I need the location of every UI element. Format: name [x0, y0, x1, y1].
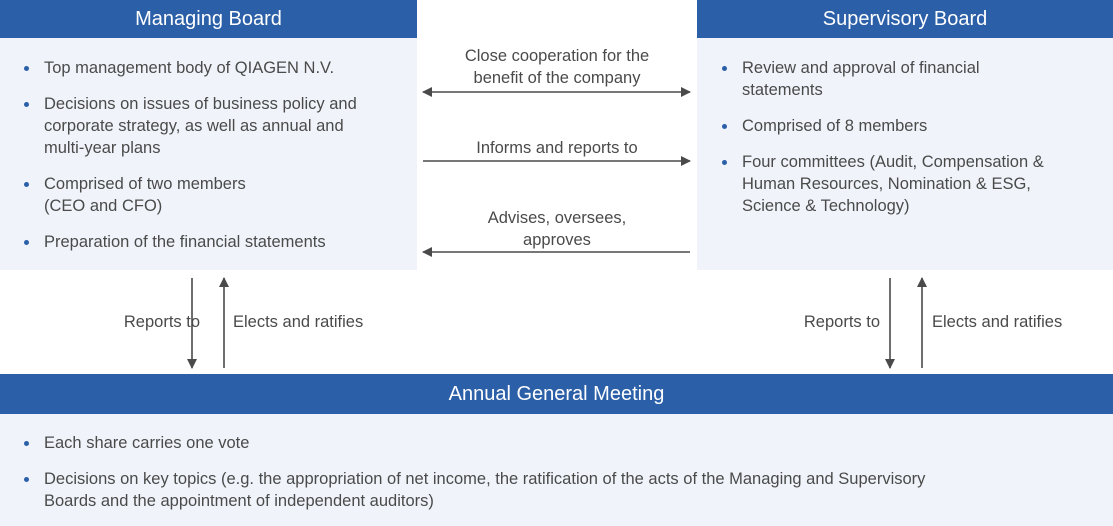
agm-item: Decisions on key topics (e.g. the appropriation of net income, the ratification of the acts of the Managing and Supervisory Boards and the appointment of independent auditors): [20, 468, 949, 512]
right-reports-label: Reports to: [803, 313, 880, 331]
left-reports-label: Reports to: [123, 313, 200, 331]
agm-title: Annual General Meeting: [0, 374, 1113, 414]
managing-board-item: Preparation of the financial statements: [20, 231, 400, 253]
right-elects-label: Elects and ratifies: [932, 313, 1063, 331]
managing-board-title: Managing Board: [0, 0, 417, 38]
managing-board-item: Comprised of two members (CEO and CFO): [20, 173, 284, 217]
informs-label: Informs and reports to: [476, 139, 638, 157]
supervisory-board-title: Supervisory Board: [697, 0, 1113, 38]
agm-item: Each share carries one vote: [20, 432, 960, 454]
managing-board-item: Top management body of QIAGEN N.V.: [20, 57, 400, 79]
managing-board-item: Decisions on issues of business policy and corporate strategy, as well as annual and multi-year plans: [20, 93, 374, 159]
cooperation-label: Close cooperation for the benefit of the company: [464, 47, 650, 87]
left-elects-label: Elects and ratifies: [233, 313, 364, 331]
supervisory-board-item: Review and approval of financial statements: [718, 57, 1027, 101]
supervisory-board-item: Four committees (Audit, Compensation & Human Resources, Nomination & ESG, Science & Technology): [718, 151, 1092, 217]
advises-label: Advises, oversees, approves: [487, 209, 627, 249]
supervisory-board-item: Comprised of 8 members: [718, 115, 1110, 137]
